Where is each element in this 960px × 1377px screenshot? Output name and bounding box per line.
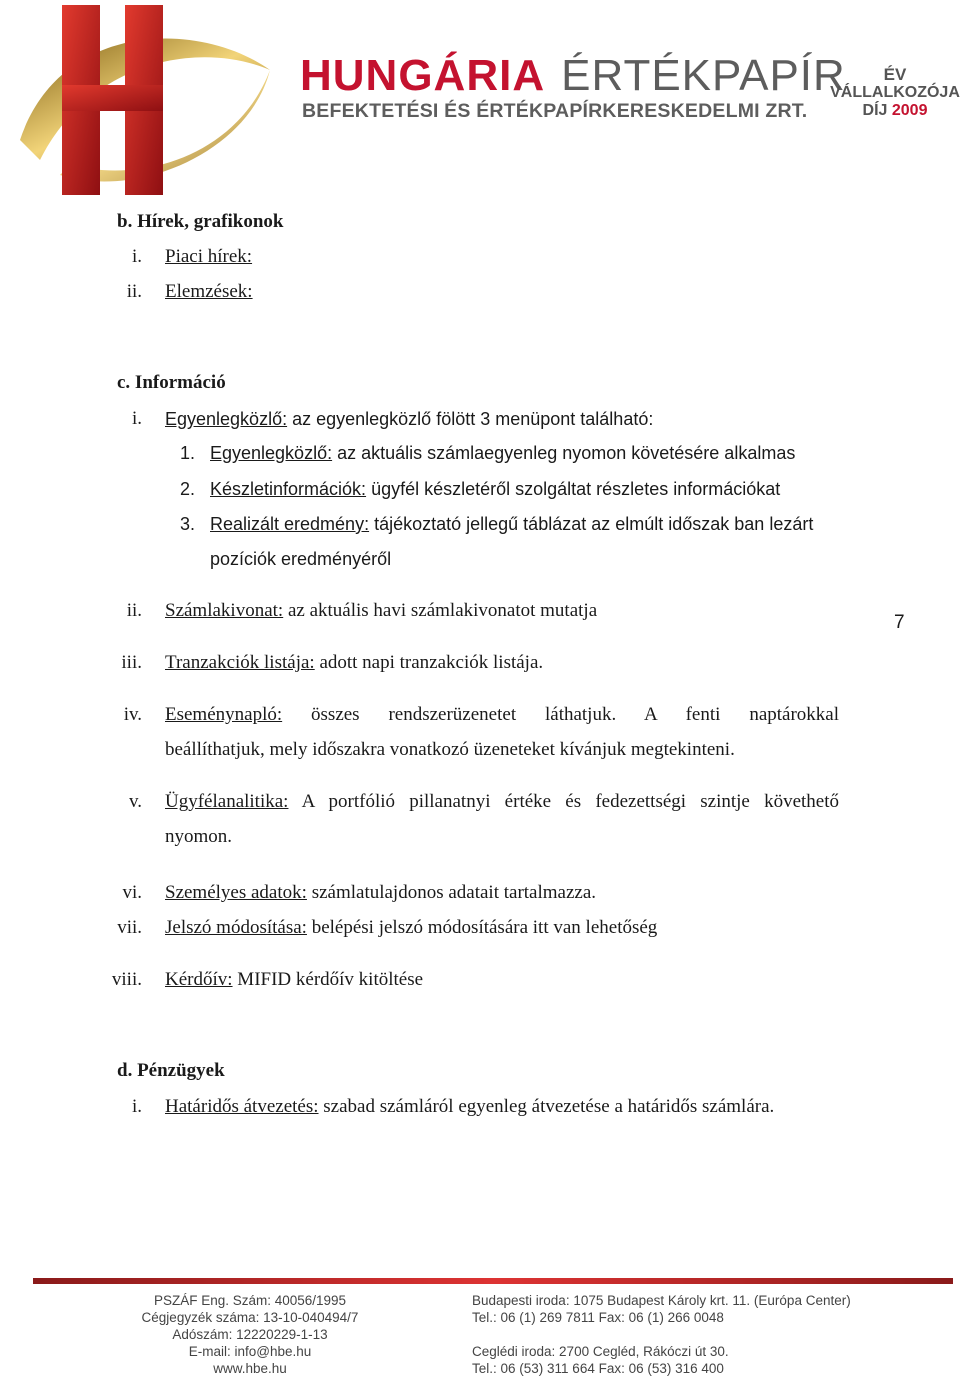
item-text: adott napi tranzakciók listája. bbox=[314, 652, 544, 673]
brand-subtitle: BEFEKTETÉSI ÉS ÉRTÉKPAPÍRKERESKEDELMI ZRT. bbox=[302, 100, 808, 122]
list-item bbox=[165, 791, 839, 813]
list-num: i. bbox=[131, 246, 142, 267]
footer-budapest-office: Budapesti iroda: 1075 Budapest Károly krt. 11. (Európa Center) bbox=[472, 1293, 851, 1308]
award-line3a: DÍJ bbox=[862, 102, 888, 119]
item-text: A portfólió pillanatnyi értéke és fedezettségi szintje követhető bbox=[288, 791, 839, 812]
list-item bbox=[165, 704, 839, 726]
list-num: 3. bbox=[180, 514, 196, 534]
footer-left bbox=[60, 1292, 440, 1377]
footer-budapest-phone: Tel.: 06 (1) 269 7811 Fax: 06 (1) 266 0048 bbox=[472, 1310, 724, 1325]
list-item bbox=[165, 1096, 774, 1118]
list-item bbox=[210, 513, 813, 535]
item-text-continued: beállíthatjuk, mely időszakra vonatkozó üzeneteket kívánjuk megtekinteni. bbox=[165, 739, 735, 760]
list-num: viii. bbox=[111, 969, 142, 990]
footer-divider bbox=[33, 1278, 953, 1284]
footer-website[interactable]: www.hbe.hu bbox=[213, 1361, 287, 1376]
link-egyenlegkozlo[interactable]: Egyenlegközlő: bbox=[165, 409, 288, 429]
list-item bbox=[165, 600, 597, 622]
link-piaci-hirek[interactable]: Piaci hírek: bbox=[165, 246, 253, 267]
item-text: MIFID kérdőív kitöltése bbox=[232, 969, 424, 990]
item-text: szabad számláról egyenleg átvezetése a határidős számlára. bbox=[318, 1096, 775, 1117]
link-realizalt-eredmeny[interactable]: Realizált eredmény: bbox=[210, 514, 370, 534]
item-text: az aktuális havi számlakivonatot mutatja bbox=[283, 600, 598, 621]
link-hataridos-atvezetes[interactable]: Határidős átvezetés: bbox=[165, 1096, 319, 1117]
list-item bbox=[210, 442, 795, 464]
footer-email[interactable]: E-mail: info@hbe.hu bbox=[188, 1344, 312, 1359]
list-num: vii. bbox=[117, 917, 142, 938]
item-text-continued: pozíciók eredményéről bbox=[210, 549, 392, 569]
link-szemelyes-adatok[interactable]: Személyes adatok: bbox=[165, 882, 307, 903]
footer-cegled-phone: Tel.: 06 (53) 311 664 Fax: 06 (53) 316 400 bbox=[472, 1361, 724, 1376]
link-egyenlegkozlo-sub[interactable]: Egyenlegközlő: bbox=[210, 443, 333, 463]
section-d-title: d. Pénzügyek bbox=[117, 1060, 225, 1081]
list-num: i. bbox=[131, 408, 142, 429]
brand-name bbox=[300, 50, 846, 102]
brand-name-red: HUNGÁRIA bbox=[300, 51, 546, 100]
award-line1: ÉV bbox=[883, 65, 907, 84]
link-keszletinformaciok[interactable]: Készletinformációk: bbox=[210, 479, 367, 499]
list-item bbox=[165, 917, 657, 939]
footer-license: PSZÁF Eng. Szám: 40056/1995 bbox=[153, 1293, 347, 1308]
item-text: az aktuális számlaegyenleg nyomon követésére alkalmas bbox=[332, 443, 796, 463]
list-num: ii. bbox=[126, 600, 142, 621]
brand-name-gray: ÉRTÉKPAPÍR bbox=[561, 51, 846, 100]
award-badge bbox=[830, 66, 960, 120]
section-c-title: c. Információ bbox=[117, 372, 226, 393]
award-line2: VÁLLALKOZÓJA bbox=[830, 84, 960, 101]
company-logo-emblem bbox=[0, 0, 300, 200]
list-item bbox=[165, 969, 423, 991]
list-item bbox=[210, 478, 780, 500]
link-tranzakciok-listaja[interactable]: Tranzakciók listája: bbox=[165, 652, 315, 673]
link-kerdoiv[interactable]: Kérdőív: bbox=[165, 969, 233, 990]
footer-cegled-office: Ceglédi iroda: 2700 Cegléd, Rákóczi út 30. bbox=[472, 1344, 729, 1359]
section-b-title: b. Hírek, grafikonok bbox=[117, 211, 284, 232]
footer-company-reg: Cégjegyzék száma: 13-10-040494/7 bbox=[141, 1310, 359, 1325]
link-elemzesek[interactable]: Elemzések: bbox=[165, 281, 253, 302]
link-esemenynaplo[interactable]: Eseménynapló: bbox=[165, 704, 283, 725]
item-text: összes rendszerüzenetet láthatjuk. A fenti naptárokkal bbox=[282, 704, 839, 725]
list-num: 1. bbox=[180, 443, 196, 463]
item-text: számlatulajdonos adatait tartalmazza. bbox=[306, 882, 597, 903]
link-ugyfelanalitika[interactable]: Ügyfélanalitika: bbox=[165, 791, 289, 812]
list-num: v. bbox=[128, 791, 142, 812]
item-text: belépési jelszó módosítására itt van lehetőség bbox=[306, 917, 658, 938]
list-num: iv. bbox=[123, 704, 142, 725]
link-szamlakivonat[interactable]: Számlakivonat: bbox=[165, 600, 284, 621]
item-text: tájékoztató jellegű táblázat az elmúlt időszak ban lezárt bbox=[369, 514, 814, 534]
award-year: 2009 bbox=[891, 102, 928, 119]
list-num: ii. bbox=[126, 281, 142, 302]
list-item bbox=[165, 408, 653, 430]
list-num: iii. bbox=[121, 652, 142, 673]
link-jelszo-modositasa[interactable]: Jelszó módosítása: bbox=[165, 917, 307, 938]
list-num: i. bbox=[131, 1096, 142, 1117]
footer-tax-number: Adószám: 12220229-1-13 bbox=[172, 1327, 328, 1342]
item-text: az egyenlegközlő fölött 3 menüpont található: bbox=[287, 409, 654, 429]
page-number: 7 bbox=[894, 612, 905, 633]
item-text: ügyfél készletéről szolgáltat részletes információkat bbox=[366, 479, 781, 499]
footer-right bbox=[472, 1292, 851, 1377]
award-line3 bbox=[830, 102, 960, 120]
list-item bbox=[165, 652, 543, 674]
item-text-continued: nyomon. bbox=[165, 826, 233, 847]
list-item bbox=[165, 882, 596, 904]
list-num: 2. bbox=[180, 479, 196, 499]
list-num: vi. bbox=[122, 882, 142, 903]
